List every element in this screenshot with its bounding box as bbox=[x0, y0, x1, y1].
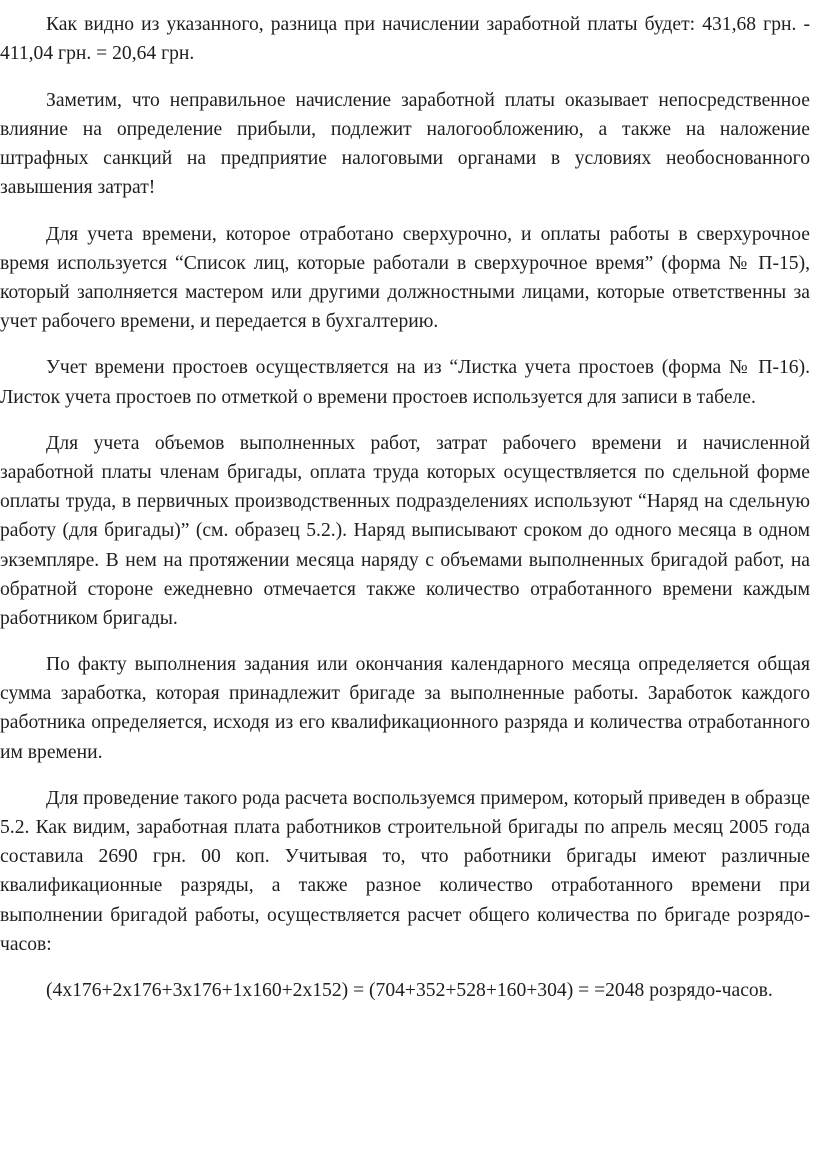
paragraph-incorrect-accrual: Заметим, что неправильное начисление заработной платы оказывает непосредственное влияние на определение прибыли, подлежит налогообложению, а также на наложение штрафных санкций на предприятие налоговыми органами в условиях необоснованного завышения затрат! bbox=[0, 89, 810, 198]
paragraph-downtime-accounting: Учет времени простоев осуществляется на из “Листка учета простоев (форма № П-16). Листок учета простоев по отметкой о времени простоев используется для записи в табеле. bbox=[0, 357, 810, 408]
paragraph-calculation-example: Для проведение такого рода расчета воспользуемся примером, который приведен в образце 5.2. Как видим, заработная плата работников строительной бригады по апрель месяц 2005 года составила 2690 грн. 00 коп. Учитывая то, что работники бригады имеют различные квалификационные разряды, а также разное количество отработанного времени при выполнении бригадой работы, осуществляется расчет общего количества по бригаде розрядо-часов: bbox=[0, 788, 810, 955]
paragraph-earnings-distribution: По факту выполнения задания или окончания календарного месяца определяется общая сумма заработка, которая принадлежит бригаде за выполненные работы. Заработок каждого работника определяется, исходя из его квалификационного разряда и количества отработанного им времени. bbox=[0, 654, 810, 763]
paragraph-rank-hours-formula: (4x176+2x176+3x176+1x160+2x152) = (704+352+528+160+304) = =2048 розрядо-часов. bbox=[46, 980, 773, 1002]
paragraph-overtime-accounting: Для учета времени, которое отработано сверхурочно, и оплаты работы в сверхурочное время используется “Список лиц, которые работали в сверхурочное время” (форма № П-15), который заполняется мастером или другими должностными лицами, которые ответственны за учет рабочего времени, и передается в бухгалтерию. bbox=[0, 223, 810, 332]
paragraph-salary-difference: Как видно из указанного, разница при начислении заработной платы будет: 431,68 грн. - 411,04 грн. = 20,64 грн. bbox=[0, 14, 810, 65]
paragraph-brigade-work-order: Для учета объемов выполненных работ, затрат рабочего времени и начисленной заработной платы членам бригады, оплата труда которых осуществляется по сдельной форме оплаты труда, в первичных производственных подразделениях используют “Наряд на сдельную работу (для бригады)” (см. образец 5.2.). Наряд выписывают сроком до одного месяца в одном экземпляре. В нем на протяжении месяца наряду с объемами выполненных бригадой работ, на обратной стороне ежедневно отмечается также количество отработанного времени каждым работником бригады. bbox=[0, 433, 810, 629]
